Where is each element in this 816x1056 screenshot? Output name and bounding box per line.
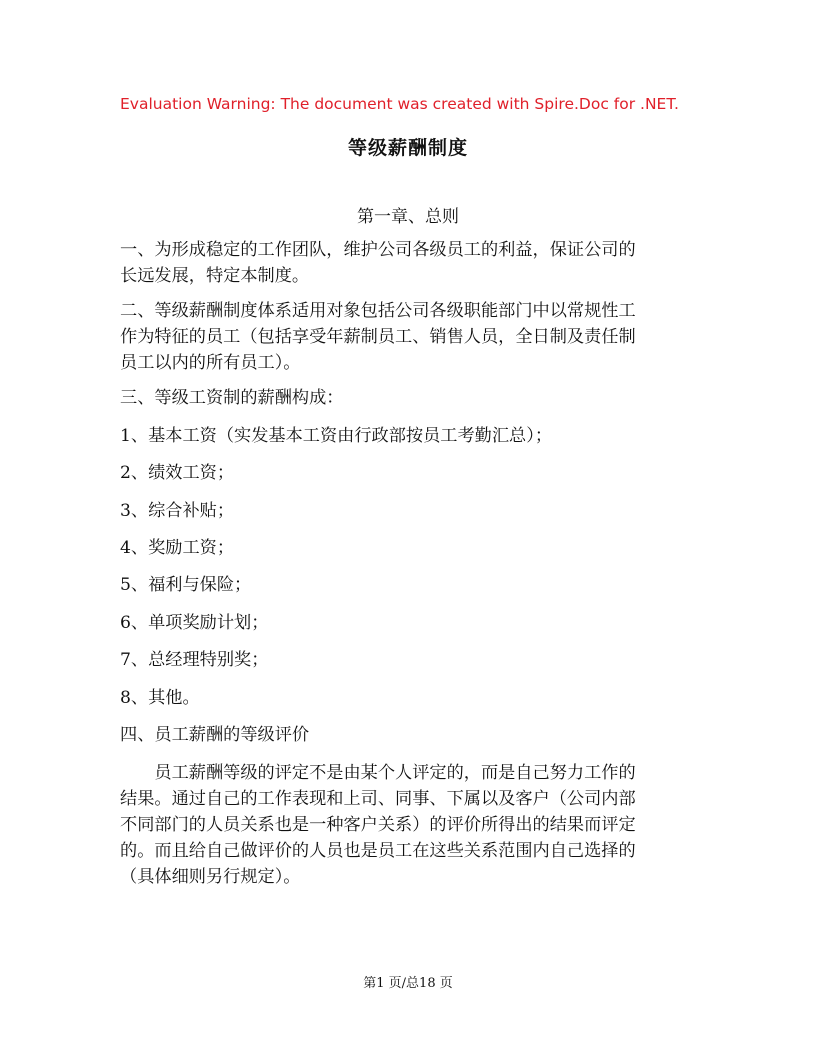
paragraph-2 [120, 298, 686, 376]
text-line: 长远发展，特定本制度。 [120, 266, 310, 286]
paragraph-3 [120, 385, 686, 411]
text-line: 2、绩效工资； [120, 463, 235, 483]
paragraph-4-heading [120, 722, 686, 748]
chapter-heading: 第一章、总则 [357, 207, 459, 227]
text-line: 二、等级薪酬制度体系适用对象包括公司各级职能部门中以常规性工 [120, 301, 636, 321]
page-footer: 第1 页/总18 页 [363, 976, 453, 991]
list-item-1 [120, 423, 686, 449]
list-item-8 [120, 685, 686, 711]
paragraph-1 [120, 237, 686, 289]
text-line: 4、奖励工资； [120, 538, 235, 558]
text-line: 员工薪酬等级的评定不是由某个人评定的，而是自己努力工作的 [120, 763, 636, 783]
text-line: （具体细则另行规定）。 [120, 867, 301, 887]
list-item-5 [120, 572, 686, 598]
list-item-3 [120, 498, 686, 524]
list-item-4 [120, 535, 686, 561]
text-line: 员工以内的所有员工）。 [120, 353, 301, 373]
document-title: 等级薪酬制度 [347, 137, 468, 159]
text-line: 3、综合补贴； [120, 501, 235, 521]
text-line: 5、福利与保险； [120, 575, 252, 595]
text-line: 8、其他。 [120, 688, 200, 708]
text-line: 的。而且给自己做评价的人员也是员工在这些关系范围内自己选择的 [120, 841, 636, 861]
text-line: 四、员工薪酬的等级评价 [120, 725, 310, 745]
text-line: 一、为形成稳定的工作团队，维护公司各级员工的利益，保证公司的 [120, 240, 636, 260]
text-line: 不同部门的人员关系也是一种客户关系）的评价所得出的结果而评定 [120, 815, 636, 835]
paragraph-5 [120, 760, 686, 890]
text-line: 作为特征的员工（包括享受年薪制员工、销售人员，全日制及责任制 [120, 327, 636, 347]
text-line: 三、等级工资制的薪酬构成： [120, 388, 344, 408]
text-line: 6、单项奖励计划； [120, 613, 269, 633]
list-item-2 [120, 460, 686, 486]
text-line: 1、基本工资（实发基本工资由行政部按员工考勤汇总）； [120, 426, 553, 446]
text-line: 结果。通过自己的工作表现和上司、同事、下属以及客户（公司内部 [120, 789, 636, 809]
text-line: 7、总经理特别奖； [120, 650, 269, 670]
list-item-6 [120, 610, 686, 636]
list-item-7 [120, 647, 686, 673]
evaluation-warning: Evaluation Warning: The document was created with Spire.Doc for .NET. [120, 95, 679, 113]
